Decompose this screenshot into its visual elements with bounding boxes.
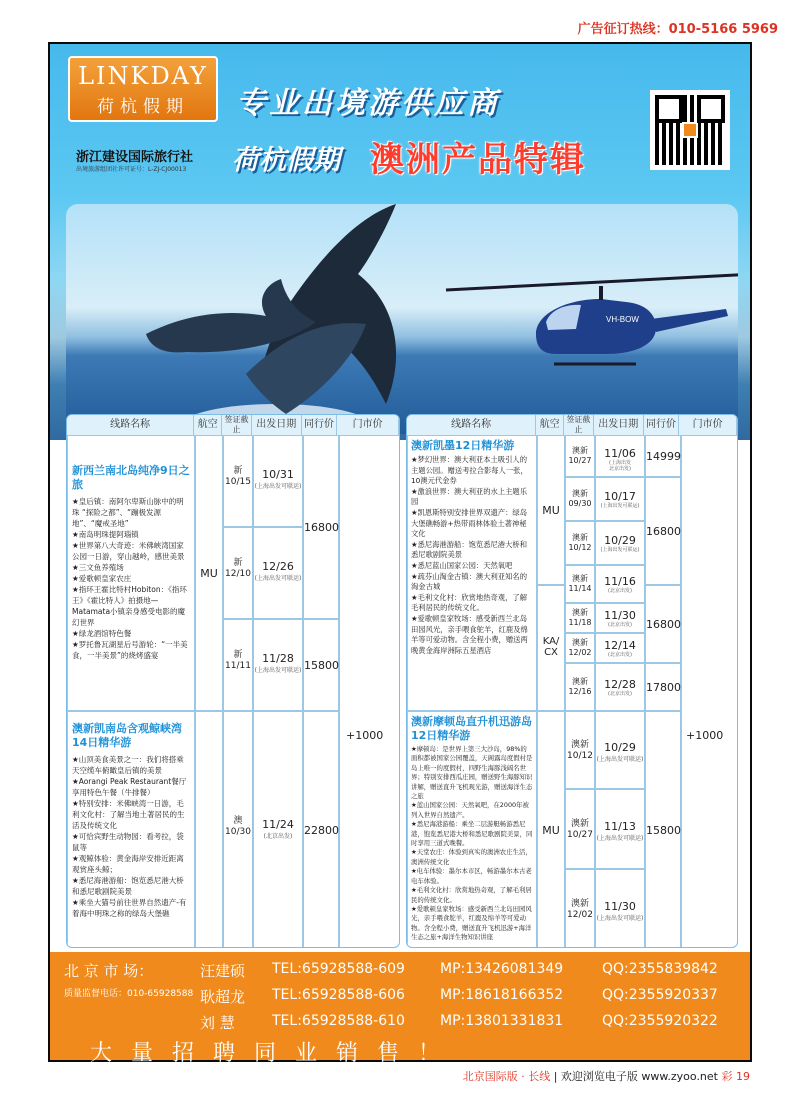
agency-name: 浙江建设国际旅行社 [76, 150, 194, 165]
contact-qq[interactable]: QQ:2355920322 [602, 1013, 718, 1029]
airline-cell: MU [537, 711, 565, 948]
peer-price: 15800 [645, 711, 681, 948]
license-number: 出境旅游组团社许可证号：L-ZJ-CJ00013 [76, 166, 187, 173]
date-note: (北京出发) [608, 588, 632, 594]
date-note: (北京出发) [608, 622, 632, 628]
footer-edition: 北京国际版 · 长线 [462, 1070, 551, 1083]
route-title[interactable]: 新西兰南北岛纯净9日之旅 [72, 464, 190, 491]
col-door: 门市价 [337, 415, 399, 435]
peer-price: 17800 [645, 663, 681, 711]
visa-cell: 澳新 11/18 [565, 603, 595, 633]
col-route: 线路名称 [67, 415, 194, 435]
date-note: (上海出发可联运) [596, 835, 644, 842]
visa-cell: 澳 10/30 [223, 711, 253, 948]
slogan: 专业出境游供应商 [236, 86, 500, 121]
col-visa: 签证截止 [222, 415, 252, 435]
linkday-logo [68, 56, 218, 122]
date-value: 10/29 [604, 741, 636, 754]
col-peer: 同行价 [302, 415, 338, 435]
date-value: 11/24 [262, 818, 294, 831]
contact-name: 耿超龙 [200, 988, 246, 1006]
date-value: 10/31 [262, 468, 294, 481]
contact-bar [50, 952, 750, 1066]
heli-registration: VH-BOW [606, 315, 639, 324]
route-desc: ★皇后镇：南阿尔卑斯山脉中的明珠 “探险之都”、“蹦极发源地”、“魔戒圣地” ★南岛明珠提阿瑙镇 ★世界第八大奇迹：米佛峡湾国家公园一日游，穿山越岭，感世美景 ★三文鱼养殖场 ★爱歌顿皇家农庄 ★指环王霍比特村Hobiton：《指环王》《霍比特人》拍摄地—Matamata小镇亲身感受电影的魔幻世界 ★绿龙酒馆特色餐 ★罗托鲁瓦湖星后号游轮：“一半美食，一半美景”的烧烤盛宴 [72, 497, 188, 660]
left-table [66, 414, 400, 948]
contact-tel[interactable]: TEL:65928588-610 [272, 1013, 405, 1029]
date-cell [253, 527, 303, 619]
col-date: 出发日期 [252, 415, 302, 435]
visa-cell: 澳新 10/12 [565, 711, 595, 789]
helicopter [446, 274, 738, 364]
date-value: 11/28 [262, 652, 294, 665]
col-date: 出发日期 [594, 415, 644, 435]
airline-cell [195, 711, 223, 948]
col-route: 线路名称 [407, 415, 536, 435]
airline-cell: MU [195, 435, 223, 711]
route-desc: ★摩顿岛：是世界上第三大沙岛，98%的面积都被国家公园覆盖，天阁露岛度假村是岛上唯一的度假村，四野生海豚浅阔名世界；特别安排西瓜庄园，赠送野生海豚知识讲解，赠送直升飞机观光游，赠送海洋生态之旅 ★蓝山国家公园：天然氧吧，在2000年被列入世界自然遗产。 ★悉尼海港游船：乘坐二层游艇畅游悉尼港，饱览悉尼港大桥和悉尼歌剧院美景，同时享用三道式晚餐。 ★天堂农庄：体验到真实的澳洲农庄生活，澳洲传统文化 ★电车体验：墨尔本市区，畅游墨尔本古老电车体验。 ★毛利文化村：欣赏地热奇观，了解毛利居民的传统文化。 ★爱歌顿皇家牧场：感受新西兰北岛田园风光，亲手喂食鸵羊，红鹿及绵羊等可爱动物。含全程小费，赠送直升飞机迅游+海洋生态之旅+海洋生物知识讲座 [411, 745, 533, 942]
visa-cell: 澳新 10/27 [565, 789, 595, 869]
visa-cell: 澳新 12/02 [565, 633, 595, 663]
route-cell [407, 711, 537, 948]
footer-page: 彩 19 [721, 1070, 750, 1083]
contact-mobile[interactable]: MP:18618166352 [440, 987, 564, 1003]
date-value: 10/17 [604, 490, 636, 503]
door-price: +1000 [681, 435, 738, 948]
date-cell [595, 521, 645, 565]
date-note: (上海出发可联运) [254, 483, 302, 490]
col-airline: 航空 [194, 415, 222, 435]
date-cell [595, 663, 645, 711]
date-cell [595, 869, 645, 948]
product-tables [66, 414, 738, 948]
date-note: (上海出发可联运) [600, 547, 640, 553]
visa-cell: 新 10/15 [223, 435, 253, 527]
visa-cell: 澳新 10/12 [565, 521, 595, 565]
date-cell [595, 711, 645, 789]
visa-cell: 澳新 09/30 [565, 477, 595, 521]
feature-title: 澳洲产品特辑 [370, 140, 586, 180]
date-cell [595, 789, 645, 869]
col-door: 门市价 [679, 415, 737, 435]
peer-price: 22800 [303, 711, 339, 948]
contact-mobile[interactable]: MP:13801331831 [440, 1013, 564, 1029]
date-value: 11/06 [604, 447, 636, 460]
date-note: (上海出发可联运) [600, 503, 640, 509]
route-cell [67, 435, 195, 711]
route-cell [407, 435, 537, 711]
date-cell [253, 435, 303, 527]
brand-subtitle: 荷杭假期 [232, 145, 340, 176]
date-cell [595, 603, 645, 633]
ad-hotline: 广告征订热线：010-5166 5969 [577, 22, 778, 37]
date-note: (上海出发 北京出发) [609, 460, 631, 472]
contact-tel[interactable]: TEL:65928588-609 [272, 961, 405, 977]
date-note: (上海出发可联运) [254, 575, 302, 582]
date-cell [253, 619, 303, 711]
route-title[interactable]: 澳新凯墨12日精华游 [411, 439, 515, 452]
footer-site[interactable]: | 欢迎浏览电子版 www.zyoo.net [550, 1070, 722, 1083]
contact-mobile[interactable]: MP:13426081349 [440, 961, 564, 977]
date-note: (北京出发) [608, 691, 632, 697]
route-desc: ★梦幻世界：澳大利亚本土吸引人的主题公园。赠送考拉合影每人一张，10澳元代金券 ★激浪世界：澳大利亚的水上主题乐园 ★凯恩斯特别安排世界双遗产：绿岛大堡礁畅游+热带雨林体验土著神秘文化 ★悉尼海港游船：饱览悉尼港大桥和悉尼歌剧院美景 ★悉尼蓝山国家公园：天然氧吧 ★疏芬山淘金古镇：澳大利亚知名的淘金古城 ★毛利文化村：欣赏地热奇观，了解毛利居民的传统文化。 ★爱歌顿皇家牧场：感受新西兰北岛田园风光，亲手喂食鸵羊，红鹿及绵羊等可爱动物。含全程小费，赠送两晚黄金海岸洲际五星酒店 [411, 455, 528, 655]
visa-cell: 澳新 12/02 [565, 869, 595, 948]
route-cell [67, 711, 195, 948]
date-cell [595, 565, 645, 603]
contact-tel[interactable]: TEL:65928588-606 [272, 987, 405, 1003]
date-note: (上海出发可联运) [596, 756, 644, 763]
visa-cell: 新 11/11 [223, 619, 253, 711]
airline-cell: MU [537, 435, 565, 585]
door-price: +1000 [339, 435, 400, 948]
page-frame [48, 42, 752, 1066]
date-cell [595, 633, 645, 663]
col-peer: 同行价 [644, 415, 680, 435]
date-cell [595, 435, 645, 477]
date-value: 12/28 [604, 678, 636, 691]
logo-en: LINKDAY [78, 62, 208, 90]
logo-cn: 荷杭假期 [97, 97, 189, 117]
airline-cell: KA/ CX [537, 585, 565, 711]
date-value: 11/30 [604, 900, 636, 913]
contact-name: 刘 慧 [200, 1014, 235, 1032]
peer-price: 16800 [645, 585, 681, 663]
date-note: (上海出发可联运) [254, 667, 302, 674]
col-visa: 签证截止 [564, 415, 594, 435]
date-value: 11/13 [604, 820, 636, 833]
supervise-phone: 质量监督电话：010-65928588 [64, 989, 194, 999]
date-value: 10/29 [604, 534, 636, 547]
contact-name: 汪建硕 [200, 962, 246, 980]
date-note: (北京出发) [608, 652, 632, 658]
date-cell [595, 477, 645, 521]
date-note: (上海出发可联运) [596, 915, 644, 922]
hero-banner [50, 44, 750, 440]
visa-cell: 澳新 12/16 [565, 663, 595, 711]
date-value: 11/30 [604, 609, 636, 622]
visa-cell: 新 12/10 [223, 527, 253, 619]
page-footer [463, 1068, 750, 1084]
peer-price: 14999 [645, 435, 681, 477]
left-table-header [67, 415, 399, 435]
date-value: 12/14 [604, 639, 636, 652]
photo-illustration [66, 204, 738, 434]
market-label: 北 京 市 场： [64, 962, 154, 980]
right-table-header [407, 415, 737, 435]
date-note: (北京出发) [263, 833, 293, 840]
date-cell [253, 711, 303, 948]
visa-cell: 澳新 10/27 [565, 435, 595, 477]
col-airline: 航空 [536, 415, 564, 435]
date-value: 12/26 [262, 560, 294, 573]
peer-price: 15800 [303, 619, 339, 711]
visa-cell: 澳新 11/14 [565, 565, 595, 603]
date-value: 11/16 [604, 575, 636, 588]
route-desc: ★山顶美食美景之一：我们将搭乘天空缆车俯瞰皇后镇的美景 ★Aorangi Peak Restaurant餐厅享用特色午餐（牛排餐） ★特别安排：米佛峡湾一日游，毛利文化村：了解当地土著居民的生活及传统文化 ★可恰宾野生动物园：看考拉，袋鼠等 ★观鲸体验：黄金海岸安排近距离观赏座头鲸； ★悉尼海港游船：饱览悉尼港大桥和悉尼歌剧院美景 ★乘坐大猫号前往世界自然遗产-有着海中明珠之称的绿岛大堡礁 [72, 755, 187, 918]
route-title[interactable]: 澳新摩顿岛直升机迅游岛12日精华游 [411, 715, 532, 742]
peer-price: 16800 [645, 477, 681, 585]
peer-price: 16800 [303, 435, 339, 619]
dolphin-helicopter-photo [66, 204, 738, 434]
contact-qq[interactable]: QQ:2355920337 [602, 987, 718, 1003]
contact-qq[interactable]: QQ:2355839842 [602, 961, 718, 977]
route-title[interactable]: 澳新凯南岛含观鲸峡湾14日精华游 [72, 722, 182, 749]
qr-code[interactable] [650, 90, 730, 170]
recruit-banner: 大 量 招 聘 同 业 销 售 ！ [90, 1041, 446, 1066]
right-table [406, 414, 738, 948]
